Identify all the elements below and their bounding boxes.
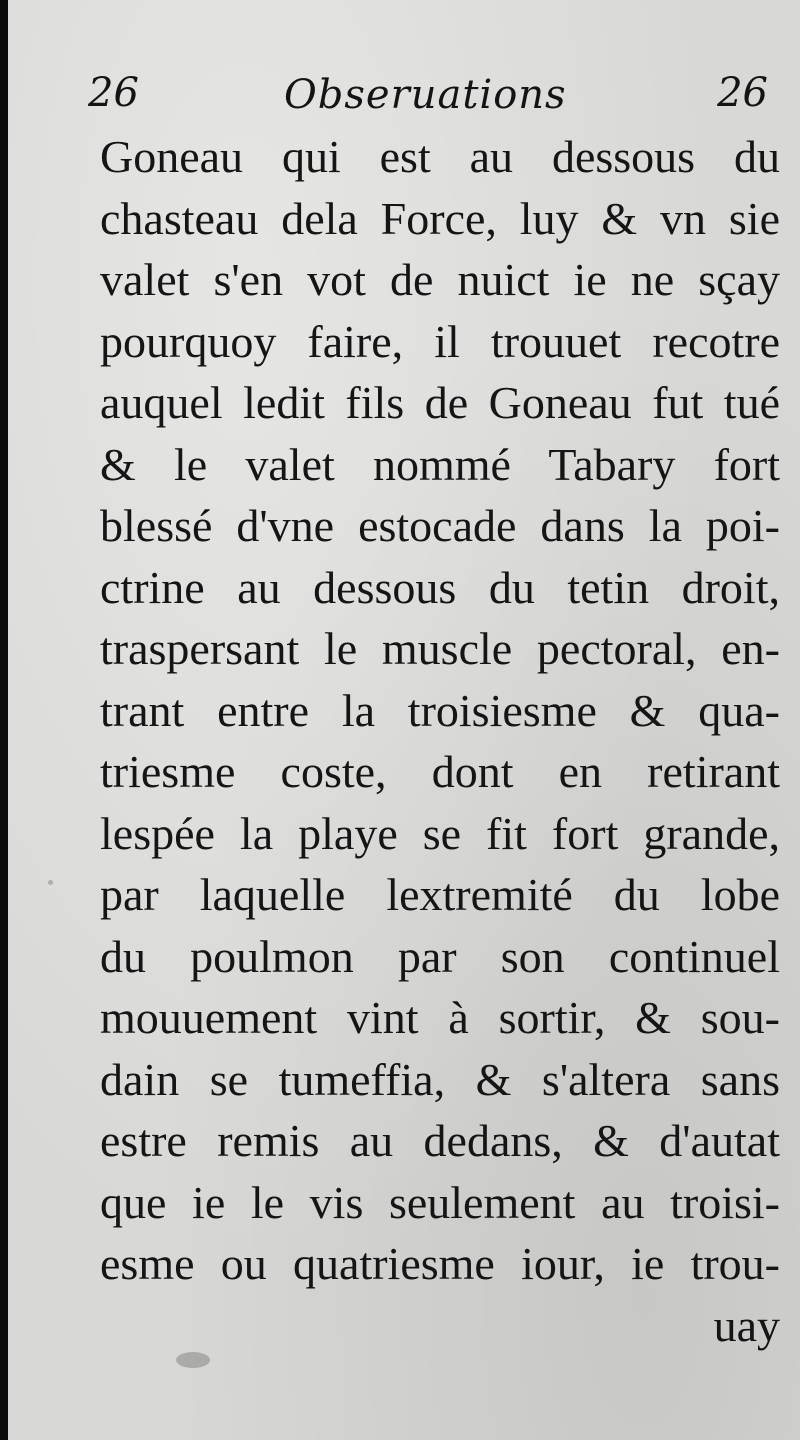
- text-line: triesme coste, dont en retirant: [100, 746, 780, 797]
- ink-smudge: [176, 1352, 210, 1368]
- book-page: [8, 0, 800, 1440]
- text-line: auquel ledit fils de Goneau fut tué: [100, 377, 780, 428]
- text-line: dain se tumeffia, & s'altera sans: [100, 1053, 780, 1105]
- text-line: par laquelle lextremité du lobe: [100, 869, 780, 920]
- text-line: pourquoy faire, il trouuet recotre: [100, 315, 780, 367]
- page-number: 26: [717, 70, 768, 116]
- text-line: mouuement vint à sortir, & sou-: [100, 992, 780, 1043]
- text-line: blessé d'vne estocade dans la poi-: [100, 500, 780, 551]
- catchword: uay: [713, 1299, 780, 1351]
- page-header: [8, 70, 800, 130]
- body-text: [100, 126, 780, 1356]
- text-line: Goneau qui est au dessous du: [100, 131, 780, 182]
- running-head: Obseruations: [284, 72, 567, 118]
- text-line: que ie le vis seulement au troisi-: [100, 1176, 780, 1228]
- text-line: trant entre la troisiesme & qua-: [100, 684, 780, 736]
- text-line: esme ou quatriesme iour, ie trou-: [100, 1238, 780, 1289]
- page-binding-edge: [0, 0, 8, 1440]
- handwritten-page-number: 26: [88, 70, 139, 116]
- text-line: estre remis au dedans, & d'autat: [100, 1115, 780, 1166]
- text-line: traspersant le muscle pectoral, en-: [100, 623, 780, 674]
- text-line: valet s'en vot de nuict ie ne sçay: [100, 254, 780, 305]
- text-line: chasteau dela Force, luy & vn sie: [100, 192, 780, 244]
- text-line: du poulmon par son continuel: [100, 930, 780, 982]
- text-line: ctrine au dessous du tetin droit,: [100, 561, 780, 613]
- text-line: lespée la playe se fit fort grande,: [100, 807, 780, 859]
- ink-speck: [48, 880, 53, 885]
- text-line: & le valet nommé Tabary fort: [100, 438, 780, 490]
